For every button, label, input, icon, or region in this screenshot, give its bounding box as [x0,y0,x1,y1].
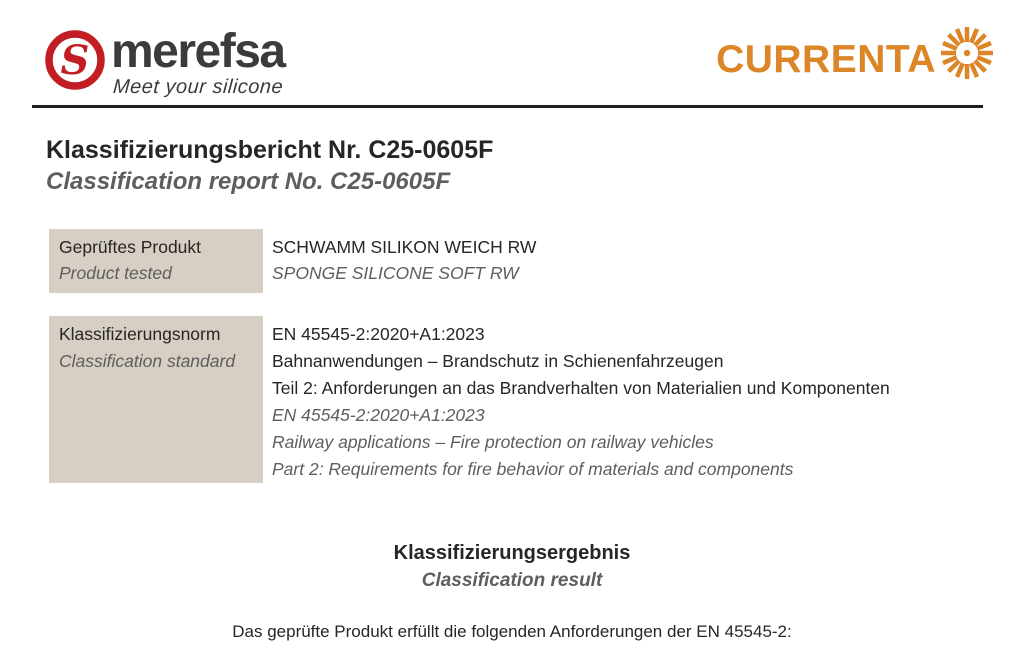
standard-line-de-2: Bahnanwendungen – Brandschutz in Schienenfahrzeugen [272,351,724,371]
info-table [49,229,1024,483]
header-divider [32,105,983,108]
result-heading-de: Klassifizierungsergebnis [393,542,631,564]
standard-label-cell [49,316,263,483]
merefsa-logo [44,25,285,98]
merefsa-wordmark [111,25,285,98]
standard-value-cell [272,316,890,483]
product-value-de: SCHWAMM SILIKON WEICH RW [272,237,537,257]
report-title-en: Classification report No. C25-0605F [46,168,451,195]
standard-label-en: Classification standard [59,351,236,371]
product-label-en: Product tested [59,263,172,283]
result-heading-en: Classification result [421,570,603,591]
product-label-de: Geprüftes Produkt [59,237,202,257]
product-label-cell [49,229,263,293]
standard-row [49,316,1024,483]
result-statement: Das geprüfte Produkt erfüllt die folgenden Anforderungen der EN 45545-2: [232,622,792,641]
merefsa-name: merefsa [111,25,285,78]
currenta-name: CURRENTA [716,38,936,81]
svg-text:S: S [60,37,90,84]
currenta-sunburst-icon [938,24,996,87]
result-section [0,539,1024,642]
standard-line-de-1: EN 45545-2:2020+A1:2023 [272,324,485,344]
standard-line-en-3: Part 2: Requirements for fire behavior of materials and components [272,459,794,479]
merefsa-s-icon [44,28,106,98]
currenta-logo [716,24,996,87]
report-header [0,0,1024,108]
product-value-cell [272,229,536,293]
report-title-de: Klassifizierungsbericht Nr. C25-0605F [46,136,494,164]
standard-line-en-2: Railway applications – Fire protection on railway vehicles [272,432,714,452]
standard-label-de: Klassifizierungsnorm [59,324,221,344]
product-row [49,229,1024,293]
standard-line-de-3: Teil 2: Anforderungen an das Brandverhalten von Materialien und Komponenten [272,378,890,398]
standard-line-en-1: EN 45545-2:2020+A1:2023 [272,405,485,425]
title-block [46,134,1024,198]
product-value-en: SPONGE SILICONE SOFT RW [272,263,519,283]
merefsa-tagline: Meet your silicone [112,76,284,98]
